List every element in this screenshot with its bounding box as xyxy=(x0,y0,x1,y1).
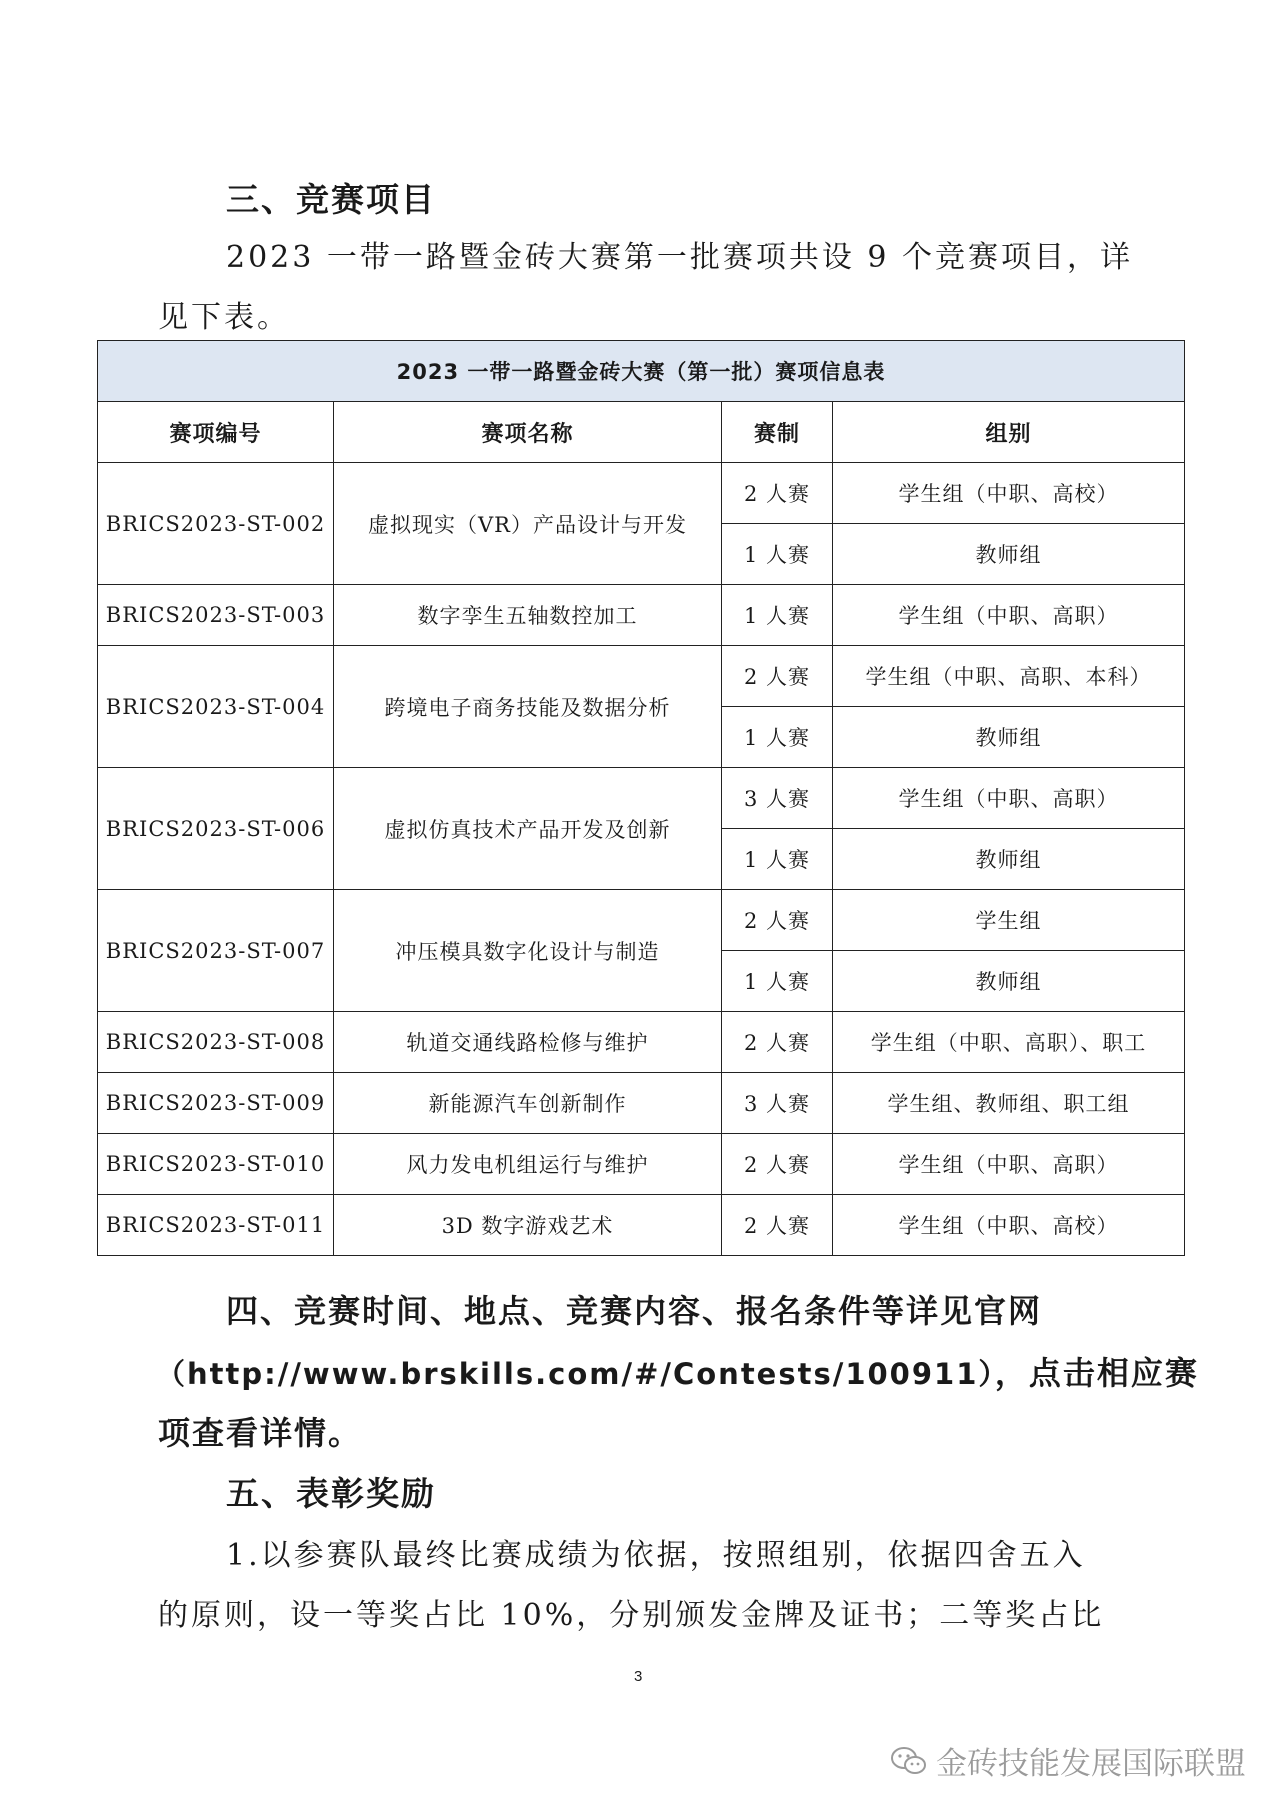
group-cell: 学生组（中职、高职） xyxy=(833,585,1185,646)
event-code-cell: BRICS2023-ST-007 xyxy=(98,890,334,1012)
table-row xyxy=(98,1073,1185,1134)
event-name-cell: 虚拟现实（VR）产品设计与开发 xyxy=(334,463,722,585)
group-cell: 学生组（中职、高职） xyxy=(833,768,1185,829)
table-row xyxy=(98,768,1185,829)
section-3-paragraph-line-2: 见下表。 xyxy=(158,300,290,335)
format-cell: 3 人赛 xyxy=(722,768,833,829)
section-5-line-2: 的原则，设一等奖占比 10%，分别颁发金牌及证书；二等奖占比 xyxy=(158,1598,1105,1633)
watermark xyxy=(890,1738,1246,1783)
table-title: 2023 一带一路暨金砖大赛（第一批）赛项信息表 xyxy=(98,341,1185,402)
section-5-heading: 五、表彰奖励 xyxy=(226,1474,436,1513)
format-cell: 3 人赛 xyxy=(722,1073,833,1134)
watermark-text: 金砖技能发展国际联盟 xyxy=(936,1746,1246,1782)
group-cell: 学生组 xyxy=(833,890,1185,951)
section-4-line-3: 项查看详情。 xyxy=(158,1414,363,1452)
event-name-cell: 3D 数字游戏艺术 xyxy=(334,1195,722,1256)
table-row xyxy=(98,890,1185,951)
format-cell: 2 人赛 xyxy=(722,890,833,951)
event-code-cell: BRICS2023-ST-009 xyxy=(98,1073,334,1134)
event-name-cell: 冲压模具数字化设计与制造 xyxy=(334,890,722,1012)
event-name-cell: 虚拟仿真技术产品开发及创新 xyxy=(334,768,722,890)
format-cell: 2 人赛 xyxy=(722,1195,833,1256)
header-event-code: 赛项编号 xyxy=(98,402,334,463)
wechat-icon xyxy=(890,1745,928,1777)
event-code-cell: BRICS2023-ST-004 xyxy=(98,646,334,768)
format-cell: 1 人赛 xyxy=(722,829,833,890)
table-row xyxy=(98,1134,1185,1195)
event-name-cell: 轨道交通线路检修与维护 xyxy=(334,1012,722,1073)
format-cell: 1 人赛 xyxy=(722,951,833,1012)
section-5-line-1: 1.以参赛队最终比赛成绩为依据，按照组别，依据四舍五入 xyxy=(226,1538,1086,1573)
event-name-cell: 数字孪生五轴数控加工 xyxy=(334,585,722,646)
format-cell: 1 人赛 xyxy=(722,524,833,585)
section-4-line-1: 四、竞赛时间、地点、竞赛内容、报名条件等详见官网 xyxy=(226,1292,1043,1330)
group-cell: 学生组（中职、高校） xyxy=(833,1195,1185,1256)
page-number: 3 xyxy=(634,1668,643,1685)
table-row xyxy=(98,1012,1185,1073)
event-code-cell: BRICS2023-ST-010 xyxy=(98,1134,334,1195)
section-3-paragraph-line-1: 2023 一带一路暨金砖大赛第一批赛项共设 9 个竞赛项目，详 xyxy=(226,240,1134,275)
event-name-cell: 新能源汽车创新制作 xyxy=(334,1073,722,1134)
group-cell: 学生组（中职、高校） xyxy=(833,463,1185,524)
table-row xyxy=(98,1195,1185,1256)
section-4-line-2 xyxy=(156,1348,1199,1394)
event-code-cell: BRICS2023-ST-003 xyxy=(98,585,334,646)
event-code-cell: BRICS2023-ST-002 xyxy=(98,463,334,585)
format-cell: 2 人赛 xyxy=(722,646,833,707)
table-row xyxy=(98,585,1185,646)
table-row xyxy=(98,463,1185,524)
event-code-cell: BRICS2023-ST-011 xyxy=(98,1195,334,1256)
group-cell: 教师组 xyxy=(833,951,1185,1012)
event-code-cell: BRICS2023-ST-006 xyxy=(98,768,334,890)
event-name-cell: 风力发电机组运行与维护 xyxy=(334,1134,722,1195)
format-cell: 1 人赛 xyxy=(722,585,833,646)
group-cell: 学生组、教师组、职工组 xyxy=(833,1073,1185,1134)
header-group: 组别 xyxy=(833,402,1185,463)
table-row xyxy=(98,646,1185,707)
event-code-cell: BRICS2023-ST-008 xyxy=(98,1012,334,1073)
group-cell: 教师组 xyxy=(833,707,1185,768)
group-cell: 教师组 xyxy=(833,829,1185,890)
event-info-table xyxy=(97,340,1185,1256)
format-cell: 1 人赛 xyxy=(722,707,833,768)
group-cell: 学生组（中职、高职）、职工 xyxy=(833,1012,1185,1073)
format-cell: 2 人赛 xyxy=(722,463,833,524)
group-cell: 学生组（中职、高职） xyxy=(833,1134,1185,1195)
official-website-link[interactable]: （http://www.brskills.com/#/Contests/100911） xyxy=(156,1357,995,1391)
header-event-name: 赛项名称 xyxy=(334,402,722,463)
format-cell: 2 人赛 xyxy=(722,1012,833,1073)
group-cell: 教师组 xyxy=(833,524,1185,585)
section-4-line-2-rest: ，点击相应赛 xyxy=(994,1354,1199,1392)
group-cell: 学生组（中职、高职、本科） xyxy=(833,646,1185,707)
format-cell: 2 人赛 xyxy=(722,1134,833,1195)
header-format: 赛制 xyxy=(722,402,833,463)
event-name-cell: 跨境电子商务技能及数据分析 xyxy=(334,646,722,768)
section-3-heading: 三、竞赛项目 xyxy=(226,180,436,219)
